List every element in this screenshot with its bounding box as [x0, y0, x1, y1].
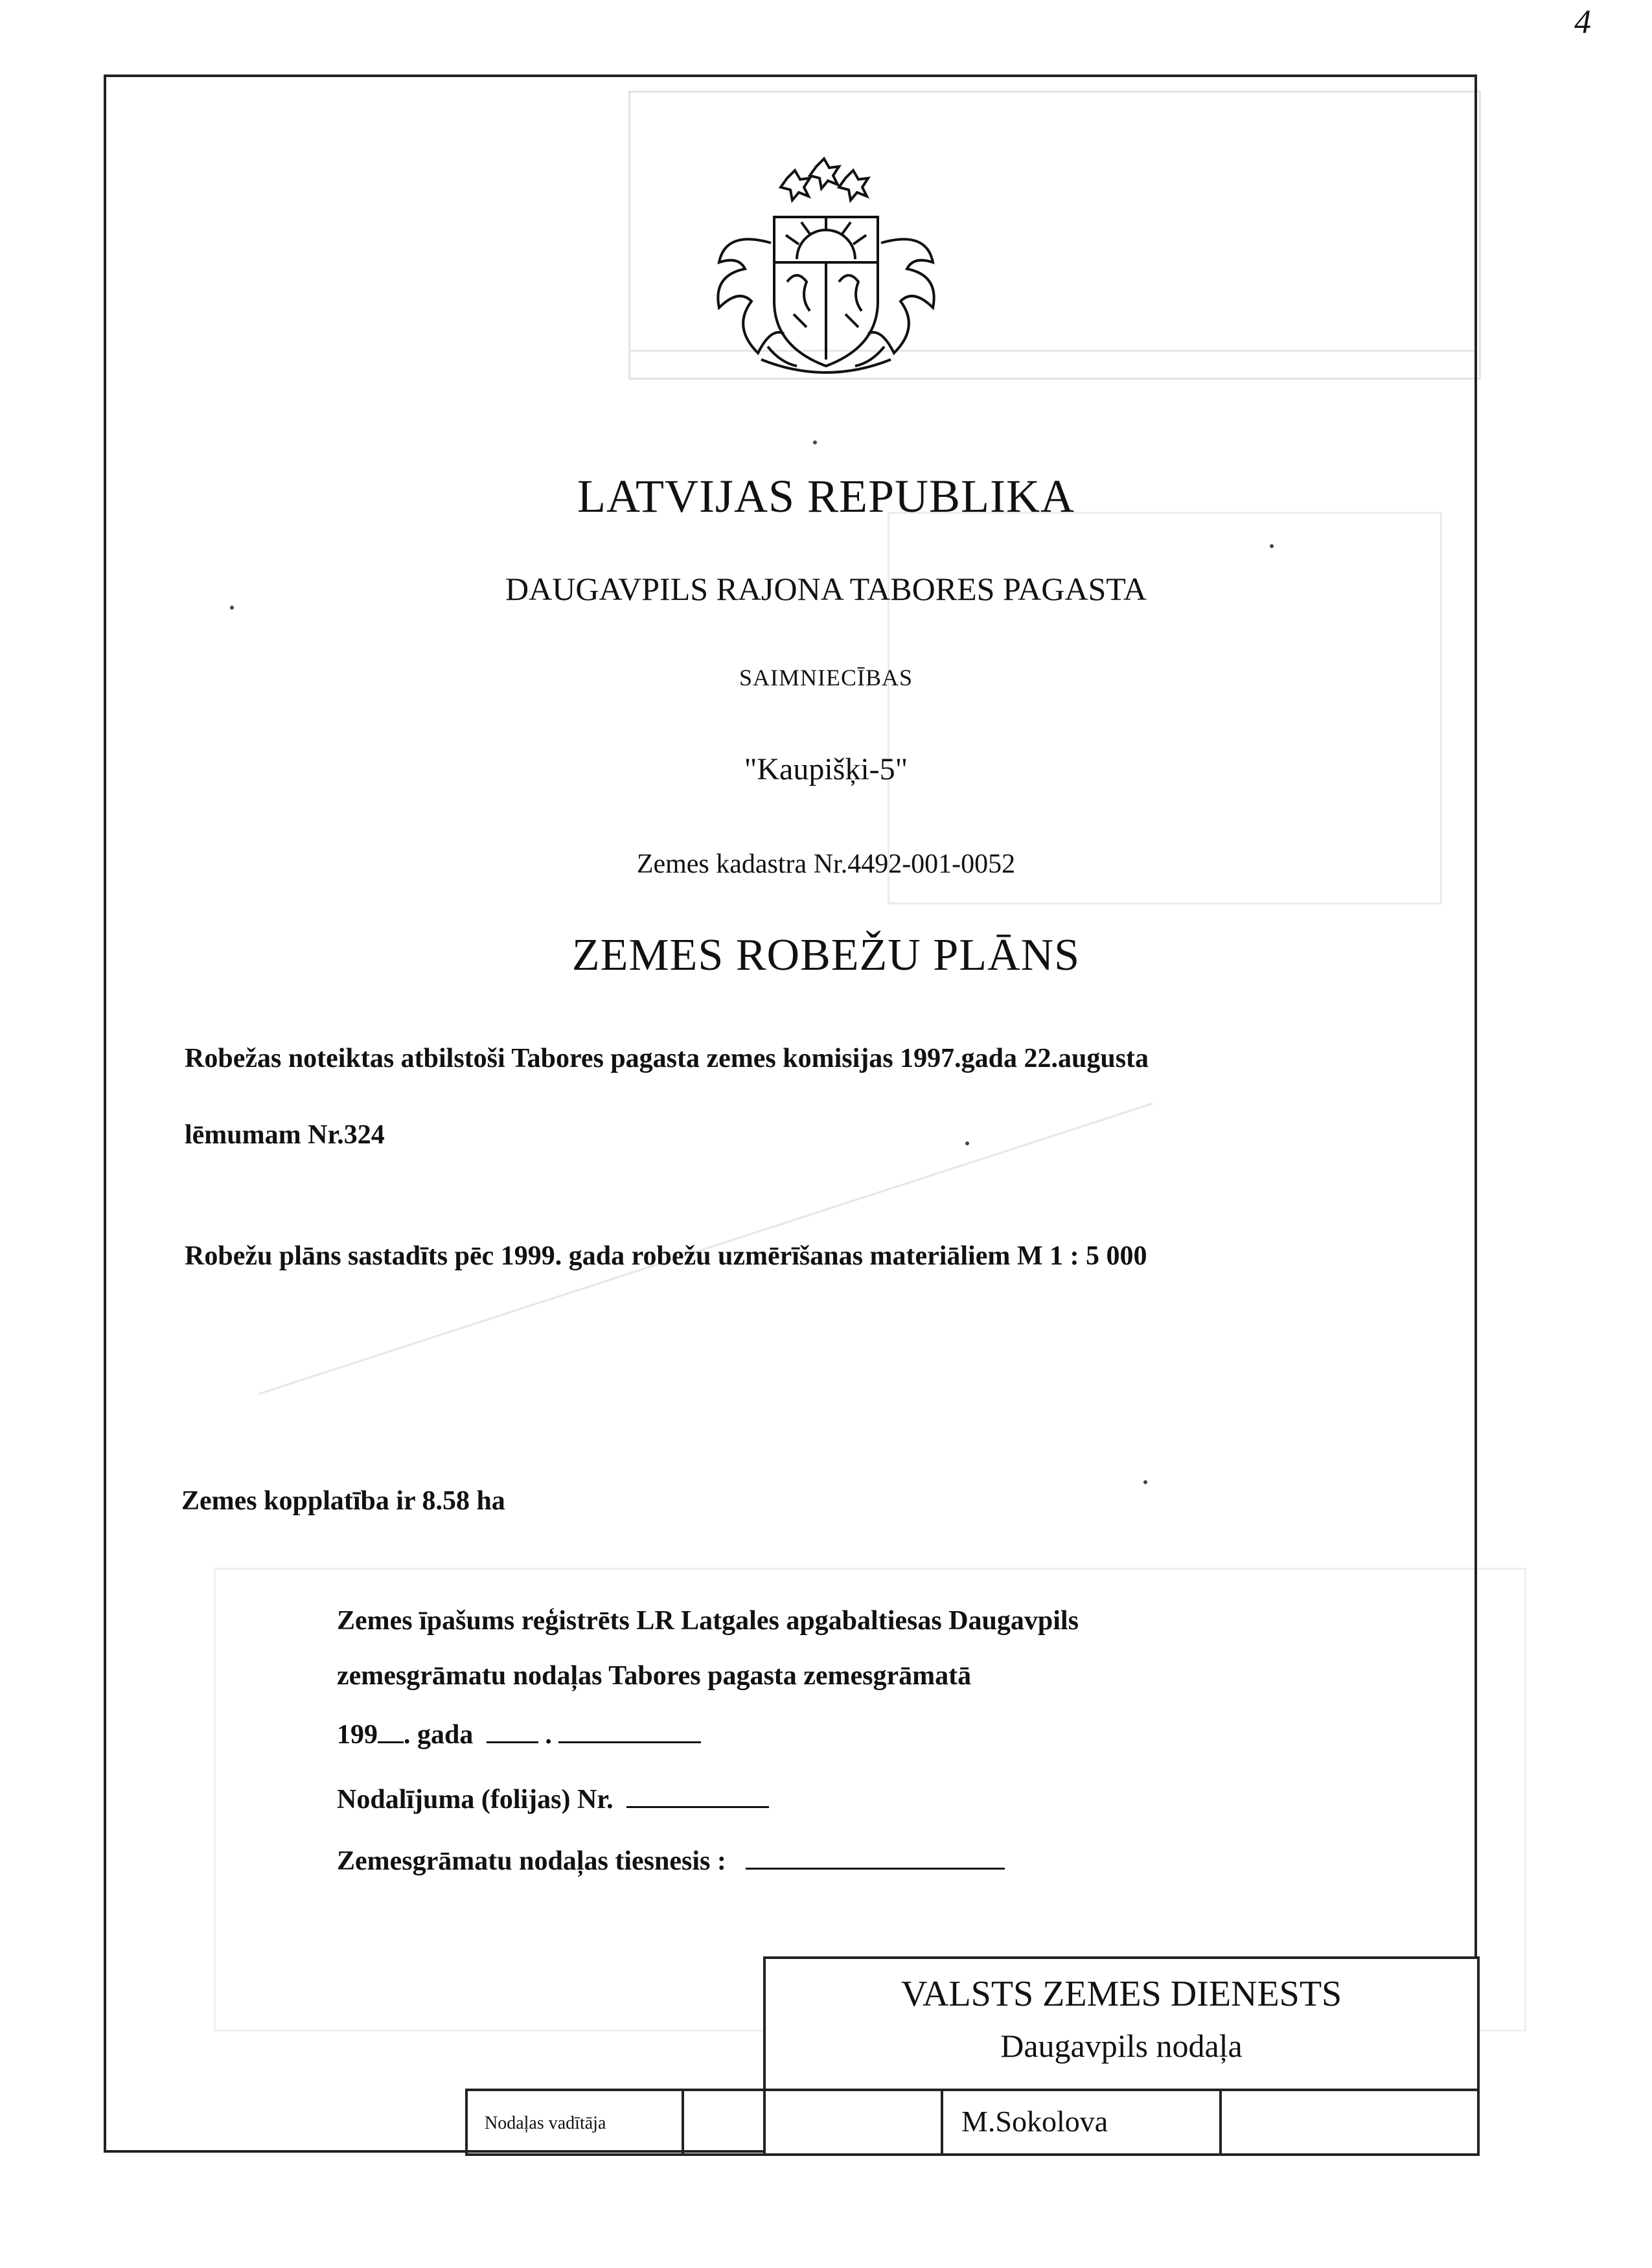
month-blank[interactable]: [558, 1717, 701, 1743]
region-heading: DAUGAVPILS RAJONA TABORES PAGASTA: [505, 571, 1147, 607]
role-label: Nodaļas vadītāja: [485, 2113, 606, 2133]
judge-label: Zemesgrāmatu nodaļas tiesnesis :: [337, 1846, 726, 1876]
section-line: [337, 1781, 769, 1815]
document-frame: [104, 74, 1477, 2153]
plan-compiled-note: Robežu plāns sastadīts pēc 1999. gada robežu uzmērīšanas materiāliem M 1 : 5 000: [185, 1241, 1147, 1271]
judge-line: [337, 1843, 1005, 1877]
registration-line-2: zemesgrāmatu nodaļas Tabores pagasta zemesgrāmatā: [337, 1661, 972, 1691]
cadastre-number: Zemes kadastra Nr.4492-001-0052: [636, 849, 1016, 879]
day-blank[interactable]: [487, 1717, 538, 1743]
document-title: ZEMES ROBEŽU PLĀNS: [571, 930, 1081, 980]
date-dot: .: [545, 1720, 552, 1750]
boundaries-line-1: Robežas noteiktas atbilstoši Tabores pagasta zemes komisijas 1997.gada 22.augusta: [185, 1044, 1149, 1073]
year-blank[interactable]: [378, 1717, 404, 1743]
signatory-name: M.Sokolova: [961, 2105, 1108, 2138]
farm-name: "Kaupišķi-5": [744, 752, 908, 786]
boundaries-line-2: lēmumam Nr.324: [185, 1120, 385, 1150]
country-heading: LATVIJAS REPUBLIKA: [577, 470, 1075, 522]
service-name: VALSTS ZEMES DIENESTS: [901, 1974, 1342, 2014]
latvia-coat-of-arms: [690, 152, 962, 385]
year-prefix: 199: [337, 1720, 378, 1750]
department-name: Daugavpils nodaļa: [1000, 2028, 1243, 2064]
signature-row: [465, 2089, 1480, 2156]
signature-cell: [682, 2091, 943, 2153]
page-number: 4: [1574, 4, 1591, 41]
judge-blank[interactable]: [746, 1843, 1005, 1870]
speck: [230, 606, 234, 610]
section-label: Nodalījuma (folijas) Nr.: [337, 1785, 614, 1815]
role-cell: [468, 2091, 684, 2153]
total-area: Zemes kopplatība ir 8.58 ha: [181, 1486, 505, 1516]
name-cell: [941, 2091, 1222, 2153]
speck: [813, 441, 817, 444]
gada-label: . gada: [404, 1720, 474, 1750]
speck: [1143, 1480, 1147, 1484]
speck: [1270, 544, 1274, 548]
registration-line-1: Zemes īpašums reģistrēts LR Latgales apgabaltiesas Daugavpils: [337, 1606, 1079, 1636]
section-blank[interactable]: [626, 1781, 769, 1808]
speck: [965, 1141, 969, 1145]
registration-date-line: [337, 1717, 701, 1750]
entity-type: SAIMNIECĪBAS: [739, 665, 913, 691]
